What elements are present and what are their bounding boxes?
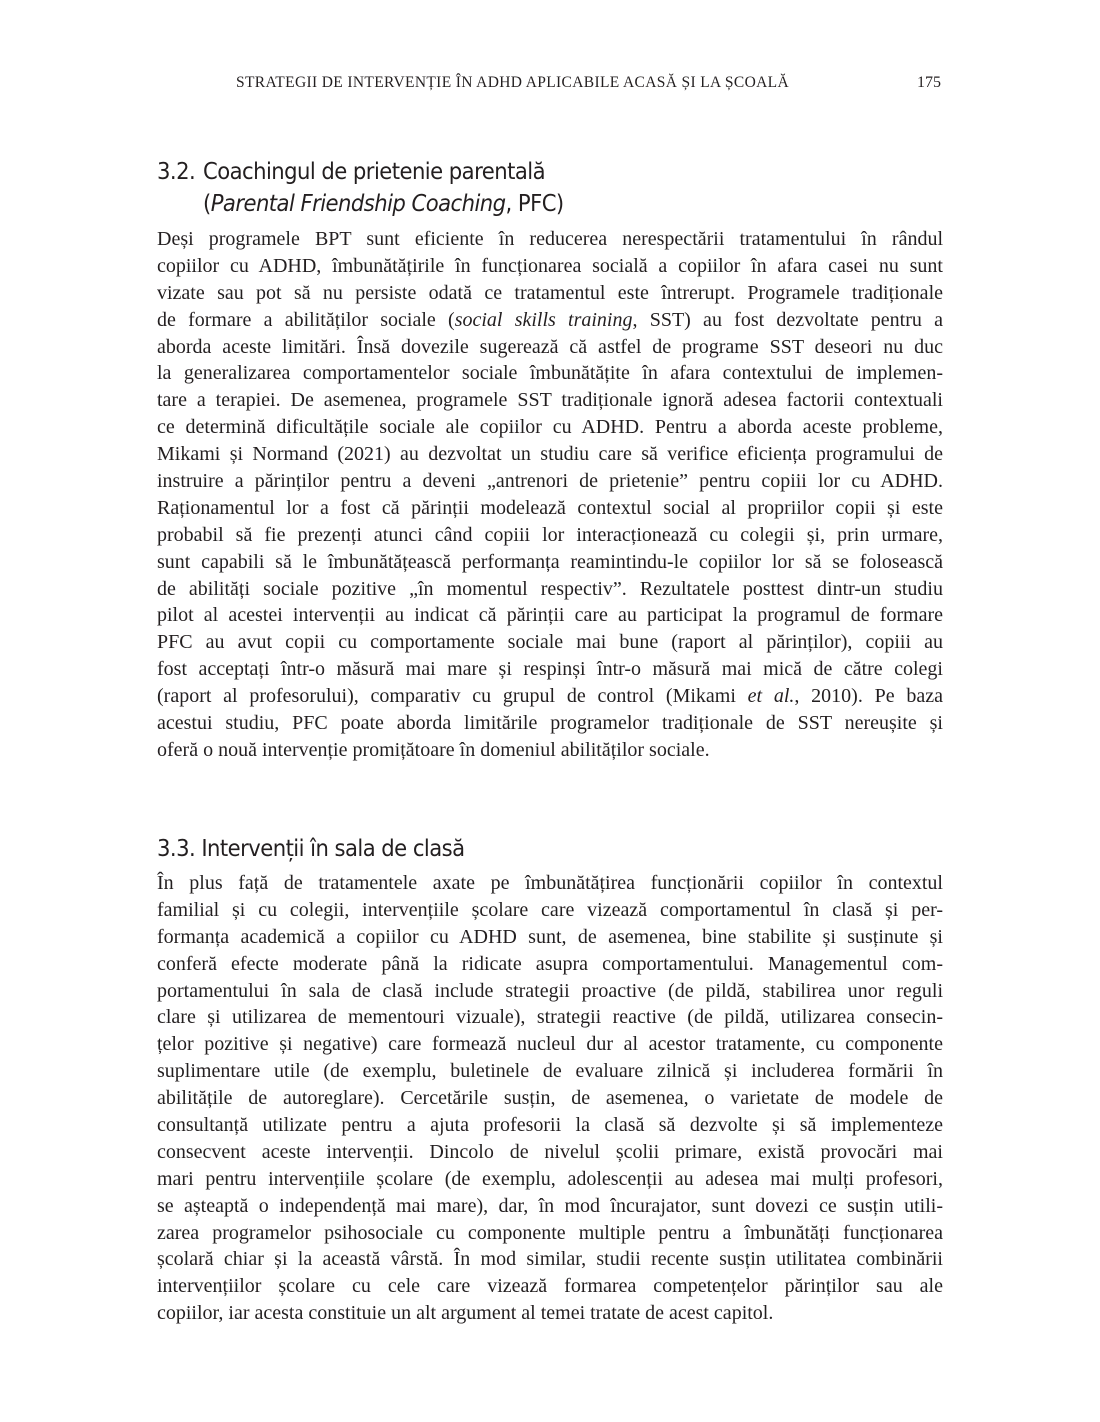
section-title-text: Intervenții în sala de clasă: [201, 836, 465, 863]
text-line: ce determină dificultățile sociale ale copiilor cu ADHD. Pentru a aborda aceste probleme,: [157, 416, 943, 439]
text-line: copiilor, iar acesta constituie un alt argument al temei tratate de acest capitol.: [157, 1302, 774, 1325]
subtitle-abbreviation: , PFC): [505, 191, 564, 218]
text-line: oferă o nouă intervenție promițătoare în domeniul abilităților sociale.: [157, 738, 710, 761]
text-line: [157, 683, 943, 710]
text-line: fost acceptați într-o măsură mai mare și respinși într-o măsură mai mică de către colegi: [157, 658, 943, 681]
text-line: Mikami și Normand (2021) au dezvoltat un studiu care să verifice eficiența programului de: [157, 443, 943, 466]
text-line: sunt capabili să le îmbunătățească performanța reamintindu-le copiilor lor să se folosească: [157, 550, 943, 573]
page-number: 175: [917, 74, 941, 91]
text-segment: de formare a abilităților sociale (: [157, 308, 455, 331]
text-segment: , SST) au fost dezvoltate pentru a: [632, 308, 943, 331]
text-line: școlară chiar și la această vârstă. În mod similar, studii recente susțin utilitatea combinării: [157, 1248, 943, 1271]
text-line: probabil să fie prezenți atunci când copiii lor interacționează cu colegii și, prin urmare,: [157, 523, 943, 546]
text-line: țelor pozitive și negative) care formează nucleul dur al acestor tratamente, cu componente: [157, 1033, 943, 1056]
section-title: Coachingul de prietenie parentală: [203, 159, 545, 186]
text-line: Raționamentul lor a fost că părinții modelează contextul social al propriilor copii și este: [157, 496, 943, 519]
text-line: instruire a părinților pentru a deveni „antrenori de prietenie” pentru copiii lor cu ADHD.: [157, 470, 943, 493]
italic-term: social skills training: [454, 308, 633, 331]
text-line: consecvent aceste intervenții. Dincolo de nivelul școlii primare, există provocări mai: [157, 1140, 943, 1163]
paragraph-section-3-3: [157, 870, 943, 1327]
text-line: familial și cu colegii, intervențiile școlare care vizează comportamentul în clasă și per-: [157, 898, 943, 921]
section-subtitle: [157, 188, 564, 220]
section-number: 3.2.: [157, 159, 196, 186]
italic-term: et al.: [747, 685, 795, 708]
text-line: consultanță utilizate pentru a ajuta profesorii la clasă să dezvolte și să implementeze: [157, 1114, 943, 1137]
text-line: În plus față de tratamentele axate pe îmbunătățirea funcționării copiilor în contextul: [157, 872, 943, 894]
text-line: PFC au avut copii cu comportamente sociale mai bune (raport al părinților), copiii au: [157, 631, 943, 654]
section-number: 3.3.: [157, 836, 196, 863]
section-heading-3-2: [157, 156, 564, 220]
running-header-title: STRATEGII DE INTERVENȚIE ÎN ADHD APLICABILE ACASĂ ȘI LA ȘCOALĂ: [236, 74, 790, 91]
text-segment: (raport al profesorului), comparativ cu grupul de control (Mikami: [157, 685, 748, 708]
text-line: [157, 307, 943, 334]
text-line: suplimentare utile (de exemplu, buletinele de evaluare zilnică și includerea formării în: [157, 1060, 943, 1083]
text-segment: , 2010). Pe baza: [794, 685, 943, 708]
text-line: vizate sau pot să nu persiste odată ce tratamentul este întrerupt. Programele tradiționale: [157, 281, 943, 304]
paragraph-section-3-2: [157, 226, 943, 764]
text-line: mari pentru intervențiile școlare (de exemplu, adolescenții au adesea mai mulți profesori,: [157, 1167, 943, 1190]
section-heading-3-3: [157, 833, 465, 865]
text-line: pilot al acestei intervenții au indicat că părinții care au participat la programul de formare: [157, 604, 943, 627]
text-line: tare a terapiei. De asemenea, programele SST tradiționale ignoră adesea factorii contextuali: [157, 389, 943, 412]
text-line: formanța academică a copiilor cu ADHD sunt, de asemenea, bine stabilite și susținute și: [157, 925, 943, 948]
text-line: clare și utilizarea de mementouri vizuale), strategii reactive (de pildă, utilizarea consecin-: [157, 1006, 943, 1029]
text-line: la generalizarea comportamentelor sociale îmbunătățite în afara contextului de implemen-: [157, 362, 943, 385]
text-line: portamentului în sala de clasă include strategii proactive (de pildă, stabilirea unor reguli: [157, 979, 943, 1002]
text-line: de abilități sociale pozitive „în momentul respectiv”. Rezultatele posttest dintr-un studiu: [157, 577, 943, 600]
text-line: conferă efecte moderate până la ridicate asupra comportamentului. Managementul com-: [157, 952, 943, 975]
subtitle-open-paren: (: [203, 191, 211, 218]
text-line: se așteaptă o independență mai mare), dar, în mod încurajator, sunt dovezi ce susțin utili-: [157, 1194, 943, 1217]
text-line: Deși programele BPT sunt eficiente în reducerea nerespectării tratamentului în rândul: [157, 228, 943, 250]
text-line: zarea programelor psihosociale cu componente multiple pentru a îmbunătăți funcționarea: [157, 1221, 943, 1244]
text-line: copiilor cu ADHD, îmbunătățirile în funcționarea socială a copiilor în afara casei nu sunt: [157, 254, 943, 277]
text-line: intervențiilor școlare cu cele care vizează formarea competențelor părinților sau ale: [157, 1275, 943, 1298]
text-line: abilitățile de autoreglare). Cercetările susțin, de asemenea, o varietate de modele de: [157, 1087, 943, 1110]
subtitle-italic-term: Parental Friendship Coaching: [210, 191, 506, 218]
text-line: acestui studiu, PFC poate aborda limitările programelor tradiționale de SST nereușite și: [157, 712, 943, 735]
text-line: aborda aceste limitări. Însă dovezile sugerează că astfel de programe SST deseori nu duc: [157, 335, 943, 358]
